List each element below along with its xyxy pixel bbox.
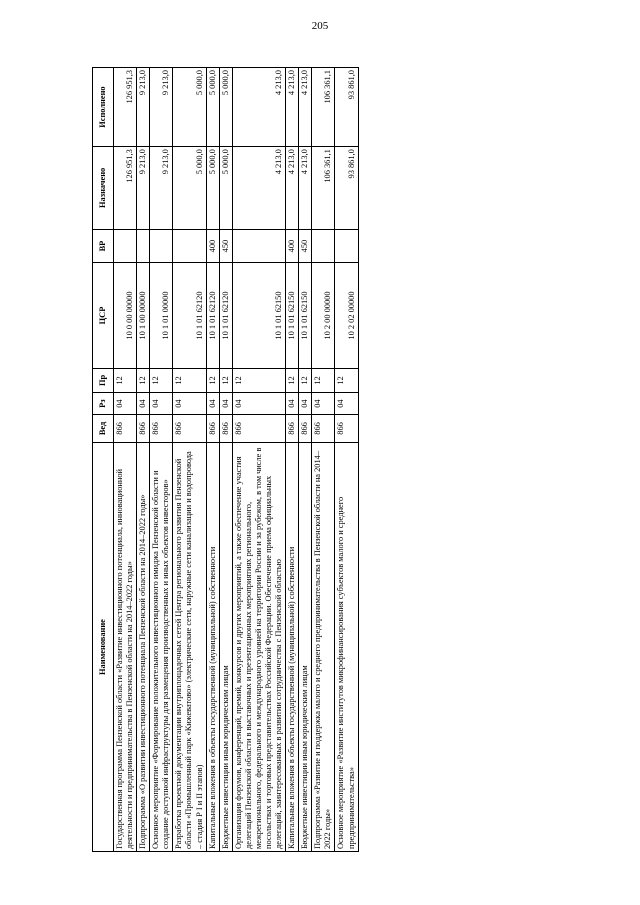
cell-pr: 12 — [173, 368, 206, 393]
cell-name: Бюджетные инвестиции иным юридическим лицам — [299, 443, 312, 852]
cell-pr: 12 — [312, 368, 335, 393]
cell-csr: 10 1 01 62150 — [299, 263, 312, 368]
cell-pr: 12 — [114, 368, 137, 393]
table-row — [137, 68, 150, 852]
cell-executed: 106 361,1 — [312, 68, 335, 147]
cell-assigned: 126 951,3 — [114, 147, 137, 229]
cell-vr: 400 — [206, 229, 219, 263]
header-vr: ВР — [93, 229, 114, 263]
cell-executed: 4 213,0 — [299, 68, 312, 147]
table-row — [286, 68, 299, 852]
header-csr: ЦСР — [93, 263, 114, 368]
cell-pr: 12 — [335, 368, 358, 393]
cell-name: Основное мероприятие «Развитие институтов микрофинансирования субъектов малого и среднего предпринимательства» — [335, 443, 358, 852]
table-row — [206, 68, 219, 852]
cell-rz: 04 — [232, 393, 285, 414]
cell-name: Подпрограмма «Развитие и поддержка малого и среднего предпринимательства в Пензенской области на 2014–2022 годы» — [312, 443, 335, 852]
cell-csr: 10 1 01 62150 — [232, 263, 285, 368]
table-row — [114, 68, 137, 852]
cell-ved: 866 — [312, 414, 335, 442]
cell-assigned: 4 213,0 — [232, 147, 285, 229]
cell-assigned: 93 861,0 — [335, 147, 358, 229]
cell-csr: 10 1 00 00000 — [137, 263, 150, 368]
cell-ved: 866 — [114, 414, 137, 442]
cell-name: Подпрограмма «О развитии инвестиционного потенциала Пензенской области на 2014–2022 годы» — [137, 443, 150, 852]
cell-name: Разработка проектной документации внутриплощадочных сетей Центра регионального развития Пензенской области «Промышленный парк «Кижеватово» (электрические сети, наружные сети канализации и водопровода – стадия Р I и II этапов) — [173, 443, 206, 852]
cell-vr — [150, 229, 173, 263]
cell-assigned: 5 000,0 — [173, 147, 206, 229]
cell-vr — [173, 229, 206, 263]
header-name: Наименование — [93, 443, 114, 852]
cell-ved: 866 — [173, 414, 206, 442]
cell-vr — [312, 229, 335, 263]
cell-assigned: 4 213,0 — [286, 147, 299, 229]
table-row — [150, 68, 173, 852]
cell-executed: 9 213,0 — [137, 68, 150, 147]
cell-ved: 866 — [299, 414, 312, 442]
rotated-table-container — [92, 67, 552, 852]
cell-csr: 10 1 01 62120 — [219, 263, 232, 368]
cell-assigned: 9 213,0 — [150, 147, 173, 229]
cell-executed: 9 213,0 — [150, 68, 173, 147]
cell-vr: 450 — [299, 229, 312, 263]
cell-executed: 4 213,0 — [232, 68, 285, 147]
cell-csr: 10 1 01 62120 — [206, 263, 219, 368]
cell-csr: 10 1 01 62120 — [173, 263, 206, 368]
cell-name: Капитальные вложения в объекты государственной (муниципальной) собственности — [206, 443, 219, 852]
header-rz: Рз — [93, 393, 114, 414]
cell-csr: 10 0 00 00000 — [114, 263, 137, 368]
cell-name: Организация форумов, конференций, премий, конкурсов и других мероприятий, а также обеспечение участия делегаций Пензенской области в выставочных и презентационных мероприятиях регионального, межрегионального, федерального и международного уровней на территории России и за рубежом, в том числе в посольствах и торговых представительствах Российской Федерации. Обеспечение приема официальных делегаций, заинтересованных в развитии сотрудничества с Пензенской областью — [232, 443, 285, 852]
cell-ved: 866 — [137, 414, 150, 442]
table-row — [173, 68, 206, 852]
budget-table — [92, 67, 359, 852]
table-row — [232, 68, 285, 852]
cell-name: Бюджетные инвестиции иным юридическим лицам — [219, 443, 232, 852]
cell-ved: 866 — [150, 414, 173, 442]
cell-pr: 12 — [232, 368, 285, 393]
cell-pr: 12 — [137, 368, 150, 393]
header-executed: Исполнено — [93, 68, 114, 147]
cell-csr: 10 1 01 62150 — [286, 263, 299, 368]
table-row — [219, 68, 232, 852]
cell-vr — [114, 229, 137, 263]
page-number: 205 — [311, 20, 329, 32]
cell-assigned: 106 361,1 — [312, 147, 335, 229]
cell-rz: 04 — [312, 393, 335, 414]
table-row — [335, 68, 358, 852]
cell-assigned: 5 000,0 — [219, 147, 232, 229]
cell-assigned: 9 213,0 — [137, 147, 150, 229]
cell-rz: 04 — [137, 393, 150, 414]
cell-vr: 450 — [219, 229, 232, 263]
cell-rz: 04 — [219, 393, 232, 414]
cell-rz: 04 — [206, 393, 219, 414]
cell-pr: 12 — [150, 368, 173, 393]
cell-vr — [137, 229, 150, 263]
cell-executed: 5 000,0 — [173, 68, 206, 147]
cell-csr: 10 2 02 00000 — [335, 263, 358, 368]
cell-name: Государственная программа Пензенской области «Развитие инвестиционного потенциала, инновационной деятельности и предпринимательства в Пензенской области на 2014–2022 годы» — [114, 443, 137, 852]
cell-executed: 5 000,0 — [206, 68, 219, 147]
table-row — [312, 68, 335, 852]
cell-name: Основное мероприятие «Формирование положительного инвестиционного имиджа Пензенской области и создание доступной инфраструктуры для размещения производственных и иных объектов инвесторов» — [150, 443, 173, 852]
cell-executed: 93 861,0 — [335, 68, 358, 147]
cell-ved: 866 — [219, 414, 232, 442]
cell-assigned: 4 213,0 — [299, 147, 312, 229]
cell-rz: 04 — [114, 393, 137, 414]
cell-csr: 10 2 00 00000 — [312, 263, 335, 368]
header-pr: Пр — [93, 368, 114, 393]
cell-vr: 400 — [286, 229, 299, 263]
cell-pr: 12 — [219, 368, 232, 393]
cell-pr: 12 — [206, 368, 219, 393]
cell-name: Капитальные вложения в объекты государственной (муниципальной) собственности — [286, 443, 299, 852]
cell-rz: 04 — [335, 393, 358, 414]
cell-rz: 04 — [299, 393, 312, 414]
cell-ved: 866 — [286, 414, 299, 442]
cell-ved: 866 — [232, 414, 285, 442]
cell-executed: 126 951,3 — [114, 68, 137, 147]
cell-csr: 10 1 01 00000 — [150, 263, 173, 368]
cell-rz: 04 — [173, 393, 206, 414]
cell-ved: 866 — [206, 414, 219, 442]
cell-executed: 4 213,0 — [286, 68, 299, 147]
cell-ved: 866 — [335, 414, 358, 442]
cell-assigned: 5 000,0 — [206, 147, 219, 229]
header-assigned: Назначено — [93, 147, 114, 229]
cell-executed: 5 000,0 — [219, 68, 232, 147]
cell-pr: 12 — [299, 368, 312, 393]
cell-vr — [232, 229, 285, 263]
header-ved: Вед — [93, 414, 114, 442]
cell-rz: 04 — [286, 393, 299, 414]
cell-rz: 04 — [150, 393, 173, 414]
cell-pr: 12 — [286, 368, 299, 393]
header-row — [93, 68, 114, 852]
cell-vr — [335, 229, 358, 263]
table-row — [299, 68, 312, 852]
